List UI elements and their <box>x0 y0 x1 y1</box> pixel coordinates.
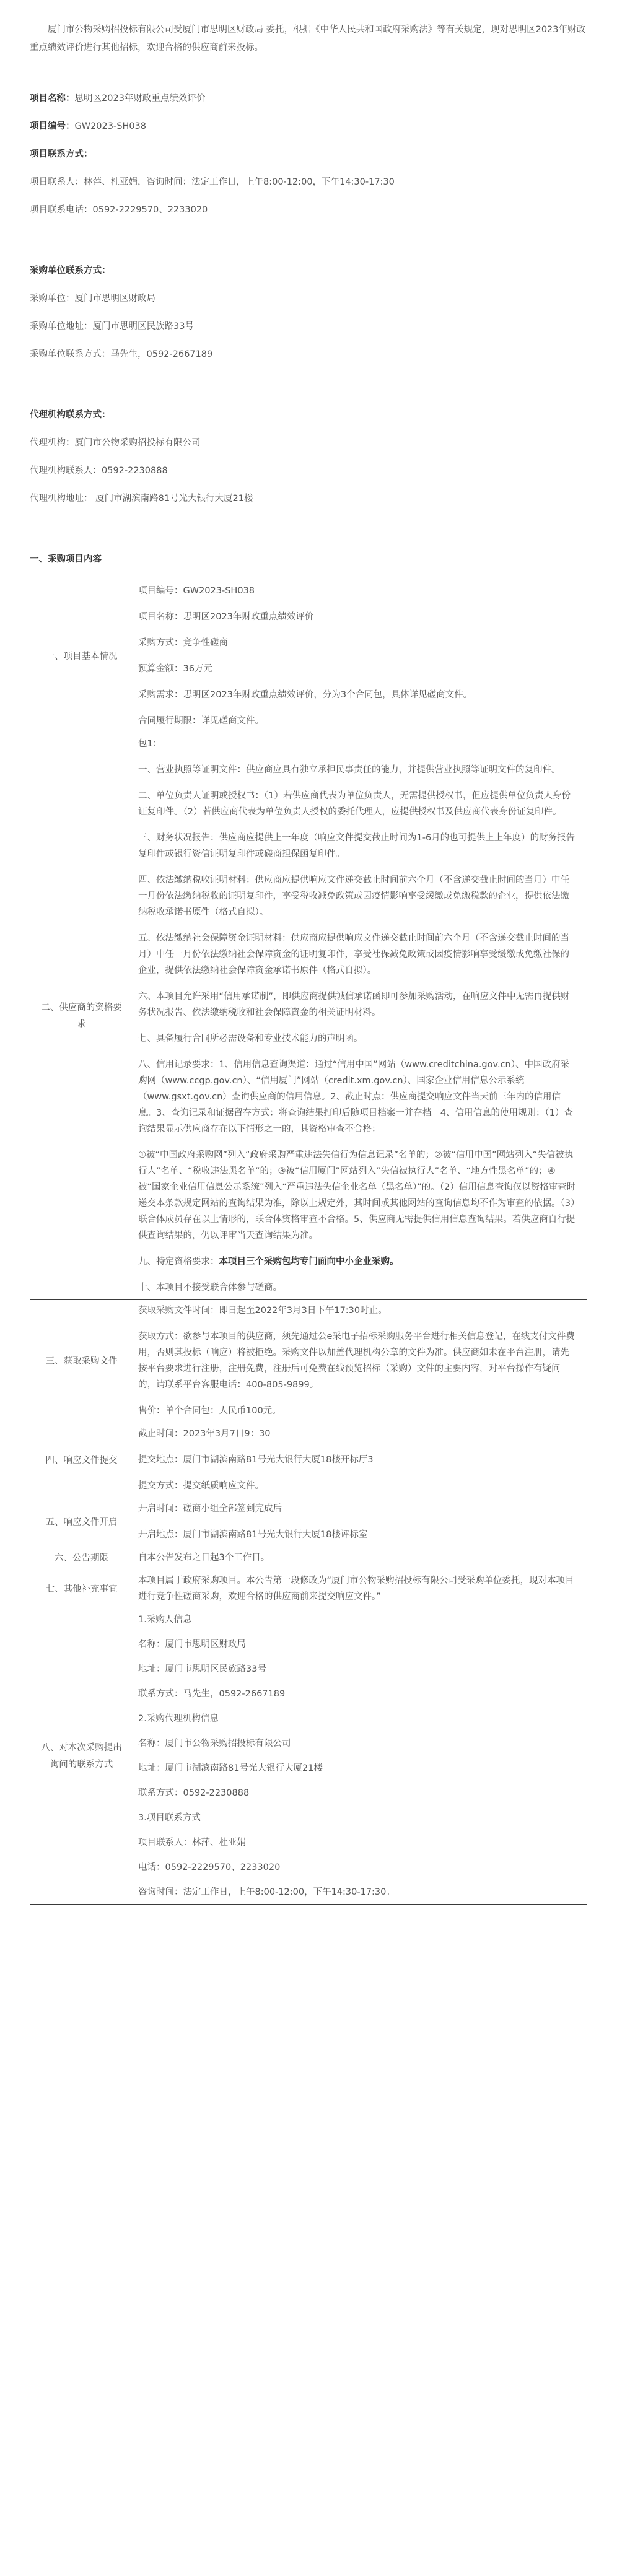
intro-paragraph: 厦门市公物采购招投标有限公司受厦门市思明区财政局 委托，根据《中华人民共和国政府采购法》等有关规定，现对思明区2023年财政重点绩效评价进行其他招标，欢迎合格的供应商前来投标。 <box>30 25 586 53</box>
project-name-line <box>30 92 587 105</box>
purchaser-unit: 采购单位：厦门市思明区财政局 <box>30 294 155 303</box>
other-text: 本项目属于政府采购项目。本公告第一段修改为“厦门市公物采购招投标有限公司受采购单位委托，现对本项目进行竞争性磋商采购，欢迎合格的供应商前来提交响应文件。” <box>138 1576 574 1602</box>
project-name-value: 思明区2023年财政重点绩效评价 <box>74 94 206 103</box>
row-submit <box>30 1423 587 1498</box>
row-qualification <box>30 733 587 1300</box>
open-place: 开启地点：厦门市湖滨南路81号光大银行大厦18楼评标室 <box>138 1530 368 1540</box>
basic-period: 合同履行期限：详见磋商文件。 <box>138 716 264 726</box>
obtain-method: 获取方式：欲参与本项目的供应商，须先通过公e采电子招标采购服务平台进行相关信息登记，在线支付文件费用，否则其投标（响应）将被拒绝。采购文件以加盖代理机构公章的文件为准。供应商如未在平台注册，请先按平台要求进行注册，注册免费，注册后可免费在线预览招标（采购）文件的主要内容，对平台操作有疑问的，请联系平台客服电话：400-805-9899。 <box>138 1332 575 1390</box>
row-basic <box>30 580 587 733</box>
row-period <box>30 1547 587 1570</box>
row-qualification-content <box>133 733 587 1300</box>
submit-place: 提交地点：厦门市湖滨南路81号光大银行大厦18楼开标厅3 <box>138 1455 374 1465</box>
purchaser-address: 采购单位地址：厦门市思明区民族路33号 <box>30 321 194 331</box>
agency-contact: 代理机构联系人：0592-2230888 <box>30 466 168 476</box>
qual-item-10: 十、本项目不接受联合体参与磋商。 <box>138 1283 282 1293</box>
basic-method: 采购方式：竞争性磋商 <box>138 638 228 648</box>
qual-item-9-emphasis: 本项目三个采购包均专门面向中小企业采购。 <box>219 1257 399 1267</box>
contact-project-time: 咨询时间：法定工作日，上午8:00-12:00，下午14:30-17:30。 <box>138 1887 395 1897</box>
contact-agency-heading: 2.采购代理机构信息 <box>138 1714 219 1724</box>
row-basic-content <box>133 580 587 733</box>
qual-item-1: 一、营业执照等证明文件：供应商应具有独立承担民事责任的能力，并提供营业执照等证明文件的复印件。 <box>138 765 561 775</box>
contact-project-person: 项目联系人：林萍、杜亚娟 <box>138 1838 246 1848</box>
project-contact-title: 项目联系方式： <box>30 149 93 159</box>
qual-package: 包1： <box>138 739 162 749</box>
contact-agency-address: 地址：厦门市湖滨南路81号光大银行大厦21楼 <box>138 1763 323 1773</box>
section-title-procurement: 一、采购项目内容 <box>30 554 102 564</box>
submit-deadline: 截止时间：2023年3月7日9：30 <box>138 1429 271 1439</box>
row-submit-content <box>133 1423 587 1498</box>
row-other <box>30 1570 587 1609</box>
contact-project-heading: 3.项目联系方式 <box>138 1813 201 1823</box>
row-period-label: 六、公告期限 <box>30 1547 133 1570</box>
row-submit-label: 四、响应文件提交 <box>30 1423 133 1498</box>
agency-title: 代理机构联系方式： <box>30 410 111 420</box>
row-obtain-content <box>133 1300 587 1423</box>
basic-budget: 预算金额：36万元 <box>138 664 212 674</box>
row-contact <box>30 1609 587 1905</box>
contact-project-phone: 电话：0592-2229570、2233020 <box>138 1862 281 1872</box>
procurement-table <box>30 580 587 1905</box>
agency-address: 代理机构地址： 厦门市湖滨南路81号光大银行大厦21楼 <box>30 494 253 504</box>
submit-method: 提交方式：提交纸质响应文件。 <box>138 1481 264 1491</box>
row-open-content <box>133 1498 587 1547</box>
qual-item-8: 八、信用记录要求：1、信用信息查询渠道：通过“信用中国”网站（www.creditchina.gov.cn）、中国政府采购网（www.ccgp.gov.cn）、“信用厦门”网站（credit.xm.gov.cn）、国家企业信用信息公示系统（www.gsxt.gov.cn）查询供应商的信用信息。2、截止时点：供应商提交响应文件当天前三年内的信用信息。3、查询记录和证据留存方式：将查询结果打印后随项目档案一并存档。4、信用信息的使用规则：（1）查询结果显示供应商存在以下情形之一的，其资格审查不合格： <box>138 1060 573 1134</box>
contact-agency-name: 名称：厦门市公物采购招投标有限公司 <box>138 1739 291 1749</box>
qual-item-8-detail: ①被“中国政府采购网”列入“政府采购严重违法失信行为信息记录”名单的；②被“信用中国”网站列入“失信被执行人”名单、“税收违法黑名单”的；③被“信用厦门”网站列入“失信被执行人”名单、“地方性黑名单”的；④被“国家企业信用信息公示系统”列入“严重违法失信企业名单（黑名单）”的。（2）信用信息查询仅以资格审查时递交本条款规定网站的查询结果为准，除以上规定外，其时间或其他网站的查询信息均不作为审查的依据。（3）联合体成员存在以上情形的，联合体资格审查不合格。5、供应商无需提供信用信息查询结果。若供应商自行提供查询结果的，仍以评审当天查询结果为准。 <box>138 1150 576 1241</box>
qual-item-5: 五、依法缴纳社会保障资金证明材料：供应商应提供响应文件递交截止时间前六个月（不含递交截止时间的当月）中任一月份依法缴纳社会保障资金的证明复印件，享受社保减免政策或因疫情影响享受缓缴或免缴社保的企业，提供依法缴纳社会保障资金承诺书原件（格式自拟）。 <box>138 933 569 976</box>
project-code-line <box>30 120 587 133</box>
row-other-content <box>133 1570 587 1609</box>
period-text: 自本公告发布之日起3个工作日。 <box>138 1553 270 1563</box>
contact-purchaser-phone: 联系方式：马先生，0592-2667189 <box>138 1689 286 1699</box>
basic-name: 项目名称：思明区2023年财政重点绩效评价 <box>138 612 314 622</box>
project-contact-phone: 项目联系电话：0592-2229570、2233020 <box>30 205 208 215</box>
row-open-label: 五、响应文件开启 <box>30 1498 133 1547</box>
basic-code: 项目编号：GW2023-SH038 <box>138 586 255 596</box>
project-contact-person: 项目联系人：林萍、杜亚娟，咨询时间：法定工作日，上午8:00-12:00，下午14:30-17:30 <box>30 177 395 187</box>
contact-agency-phone: 联系方式：0592-2230888 <box>138 1788 250 1798</box>
project-name-label: 项目名称： <box>30 94 75 103</box>
project-code-label: 项目编号： <box>30 121 75 131</box>
row-qualification-label: 二、供应商的资格要求 <box>30 733 133 1300</box>
qual-item-3: 三、财务状况报告：供应商应提供上一年度（响应文件提交截止时间为1-6月的也可提供上上年度）的财务报告复印件或银行资信证明复印件或磋商担保函复印件。 <box>138 833 575 859</box>
basic-demand: 采购需求：思明区2023年财政重点绩效评价，分为3个合同包，具体详见磋商文件。 <box>138 690 473 700</box>
qual-item-2: 二、单位负责人证明或授权书：（1）若供应商代表为单位负责人，无需提供授权书，但应提供单位负责人身份证复印件。（2）若供应商代表为单位负责人授权的委托代理人，应提供授权书及供应商代表身份证复印件。 <box>138 791 571 817</box>
purchaser-title: 采购单位联系方式： <box>30 266 111 276</box>
contact-purchaser-address: 地址：厦门市思明区民族路33号 <box>138 1664 266 1674</box>
open-time: 开启时间：磋商小组全部签到完成后 <box>138 1504 282 1514</box>
row-obtain-label: 三、获取采购文件 <box>30 1300 133 1423</box>
row-period-content <box>133 1547 587 1570</box>
purchaser-contact: 采购单位联系方式：马先生，0592-2667189 <box>30 349 213 359</box>
row-contact-label: 八、对本次采购提出询问的联系方式 <box>30 1609 133 1905</box>
qual-item-9 <box>138 1254 577 1270</box>
qual-item-4: 四、依法缴纳税收证明材料：供应商应提供响应文件递交截止时间前六个月（不含递交截止时间的当月）中任一月份依法缴纳税收的证明复印件，享受税收减免政策或因疫情影响享受缓缴或免缴税款的企业，提供依法缴纳税收承诺书原件（格式自拟）。 <box>138 875 569 917</box>
agency-name: 代理机构：厦门市公物采购招投标有限公司 <box>30 438 201 448</box>
row-basic-label: 一、项目基本情况 <box>30 580 133 733</box>
contact-purchaser-name: 名称：厦门市思明区财政局 <box>138 1639 246 1649</box>
row-contact-content <box>133 1609 587 1905</box>
row-open <box>30 1498 587 1547</box>
project-code-value: GW2023-SH038 <box>74 121 146 131</box>
qual-item-6: 六、本项目允许采用“信用承诺制”，即供应商提供诚信承诺函即可参加采购活动，在响应文件中无需再提供财务状况报告、依法缴纳税收和社会保障资金的相关证明材料。 <box>138 992 570 1018</box>
qual-item-9-prefix: 九、特定资格要求： <box>138 1257 219 1267</box>
announcement-page <box>0 21 617 1929</box>
row-obtain <box>30 1300 587 1423</box>
obtain-time: 获取采购文件时间：即日起至2022年3月3日下午17:30时止。 <box>138 1306 387 1316</box>
obtain-price: 售价：单个合同包：人民币100元。 <box>138 1406 281 1416</box>
contact-purchaser-heading: 1.采购人信息 <box>138 1615 192 1625</box>
row-other-label: 七、其他补充事宜 <box>30 1570 133 1609</box>
qual-item-7: 七、具备履行合同所必需设备和专业技术能力的声明函。 <box>138 1034 363 1044</box>
